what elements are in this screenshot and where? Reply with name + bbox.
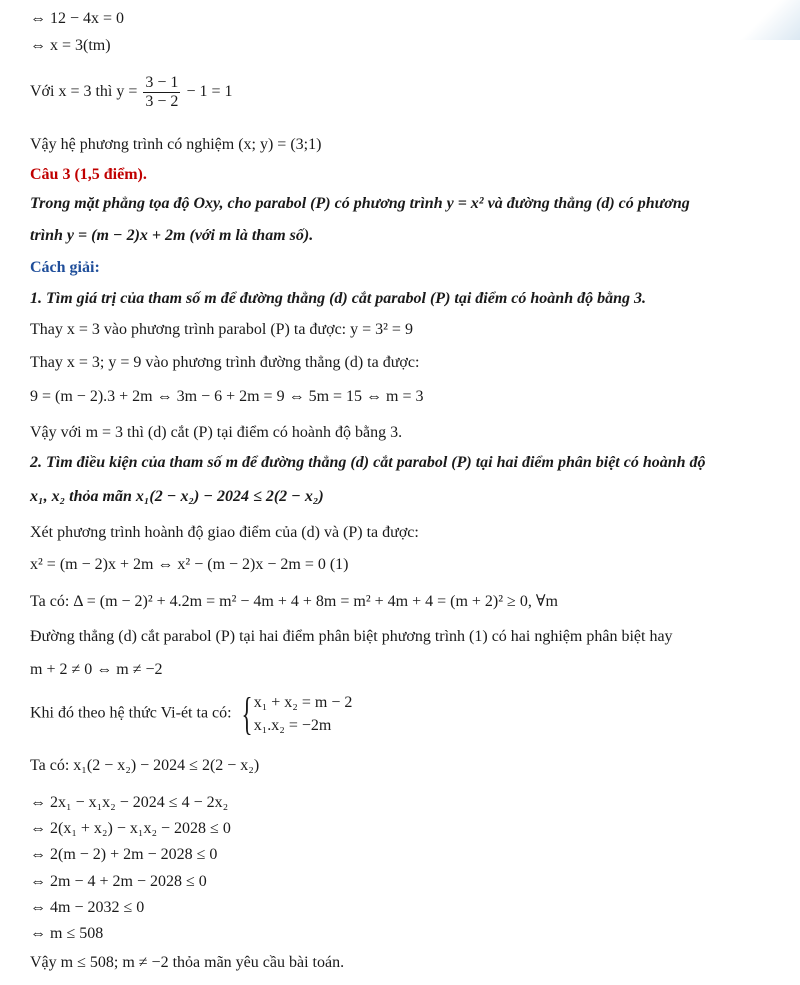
substitution-line: [30, 74, 232, 111]
step-line: ⇔ 4m − 2032 ≤ 0: [30, 899, 145, 916]
step-line: Đường thẳng (d) cắt parabol (P) tại hai điểm phân biệt phương trình (1) có hai nghiệm phân biệt hay: [30, 628, 673, 645]
step-line: Thay x = 3 vào phương trình parabol (P) ta được: y = 3² = 9: [30, 321, 413, 338]
system-brace: {: [241, 688, 253, 739]
step-line: Xét phương trình hoành độ giao điểm của (d) và (P) ta được:: [30, 524, 419, 541]
fraction-numerator: 3 − 1: [145, 74, 179, 91]
question-heading: Câu 3 (1,5 điểm).: [30, 166, 147, 183]
step-line: ⇔ x = 3(tm): [30, 37, 111, 54]
equation-line: 9 = (m − 2).3 + 2m ⇔ 3m − 6 + 2m = 9 ⇔ 5m = 15 ⇔ m = 3: [30, 388, 424, 405]
question-text: Trong mặt phẳng tọa độ Oxy, cho parabol (P) có phương trình y = x² và đường thẳng (d) có phương: [30, 195, 690, 212]
step-line: ⇔ 12 − 4x = 0: [30, 10, 125, 27]
equation-line: m + 2 ≠ 0 ⇔ m ≠ −2: [30, 661, 163, 678]
conclusion-line: Vậy với m = 3 thì (d) cắt (P) tại điểm có hoành độ bằng 3.: [30, 424, 403, 441]
page-corner-decoration: [740, 0, 800, 40]
conclusion-line: Vậy hệ phương trình có nghiệm (x; y) = (3;1): [30, 136, 322, 153]
discriminant-line: Ta có: Δ = (m − 2)² + 4.2m = m² − 4m + 4 + 8m = m² + 4m + 4 = (m + 2)² ≥ 0, ∀m: [30, 593, 558, 610]
vieta-line: [30, 688, 353, 739]
subquestion-2-heading: 2. Tìm điều kiện của tham số m để đường thẳng (d) cắt parabol (P) tại hai điểm phân biệt có hoành độ: [30, 454, 706, 471]
step-line: ⇔ 2(x₁ + x₂) − x₁x₂ − 2028 ≤ 0: [30, 820, 231, 837]
system-row: x₁ + x₂ = m − 2: [253, 694, 353, 711]
step-line: ⇔ 2m − 4 + 2m − 2028 ≤ 0: [30, 873, 207, 890]
step-line: ⇔ 2x₁ − x₁x₂ − 2024 ≤ 4 − 2x₂: [30, 794, 229, 811]
system-row: x₁.x₂ = −2m: [253, 717, 332, 734]
subquestion-2-condition: x₁, x₂ thỏa mãn x₁(2 − x₂) − 2024 ≤ 2(2 − x₂): [30, 488, 324, 505]
substitution-suffix: − 1 = 1: [186, 83, 233, 101]
fraction-denominator: 3 − 2: [145, 93, 179, 110]
question-text: trình y = (m − 2)x + 2m (với m là tham số).: [30, 227, 314, 244]
equation-system: [236, 688, 353, 739]
step-line: ⇔ 2(m − 2) + 2m − 2028 ≤ 0: [30, 846, 218, 863]
final-answer-line: Vậy m ≤ 508; m ≠ −2 thỏa mãn yêu cầu bài toán.: [30, 954, 345, 971]
equation-line: x² = (m − 2)x + 2m ⇔ x² − (m − 2)x − 2m = 0 (1): [30, 556, 349, 573]
subquestion-1-heading: 1. Tìm giá trị của tham số m để đường thẳng (d) cắt parabol (P) tại điểm có hoành độ bằng 3.: [30, 290, 646, 307]
solution-heading: Cách giải:: [30, 259, 100, 276]
fraction: [143, 74, 180, 111]
substitution-prefix: Với x = 3 thì y =: [30, 83, 138, 101]
step-line: Ta có: x₁(2 − x₂) − 2024 ≤ 2(2 − x₂): [30, 757, 260, 774]
step-line: ⇔ m ≤ 508: [30, 925, 104, 942]
step-line: Thay x = 3; y = 9 vào phương trình đường thẳng (d) ta được:: [30, 354, 420, 371]
vieta-prefix: Khi đó theo hệ thức Vi-ét ta có:: [30, 704, 232, 722]
